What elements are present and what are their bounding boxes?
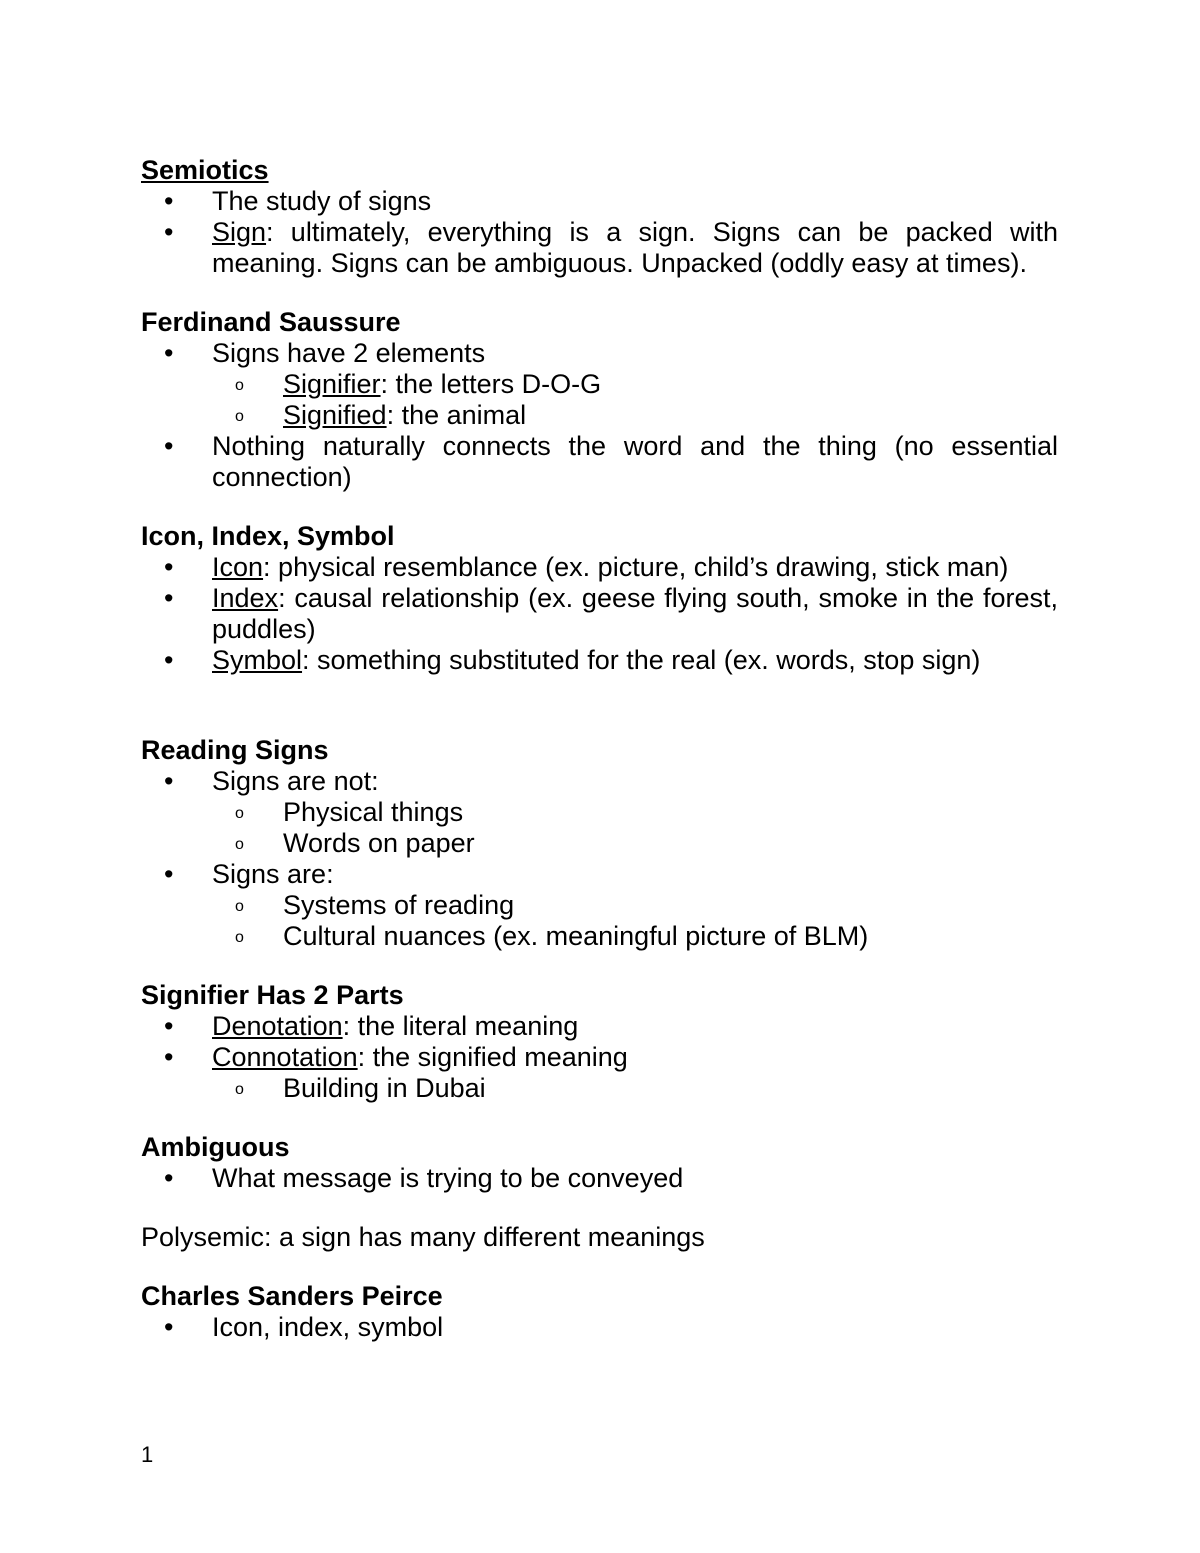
sub-bullet-marker: o [235,898,244,915]
item-text: What message is trying to be conveyed [212,1163,684,1193]
section-saussure [141,307,1058,493]
list-item [141,583,1058,645]
item-text: Building in Dubai [283,1073,486,1103]
list-item [141,766,1058,797]
signifier-parts-list [141,1011,1058,1073]
bullet-marker: • [164,338,174,368]
item-text: Words on paper [283,828,475,858]
sub-bullet-marker: o [235,377,244,394]
icon-index-symbol-list [141,552,1058,676]
sub-list-item [212,1073,1058,1104]
item-text: Physical things [283,797,464,827]
bullet-marker: • [164,552,174,582]
item-text: Signs are: [212,859,334,889]
sub-bullet-marker: o [235,929,244,946]
sub-list-item [212,890,1058,921]
spacer [141,1194,1058,1222]
bullet-marker: • [164,583,174,613]
heading-icon-index-symbol: Icon, Index, Symbol [141,521,395,551]
spacer [141,1253,1058,1281]
bullet-marker: • [164,217,174,247]
bullet-marker: • [164,1042,174,1072]
spacer [141,279,1058,307]
item-text: Nothing naturally connects the word and the thing (no essential connection) [212,431,1058,492]
saussure-list [141,338,1058,369]
heading-reading-signs: Reading Signs [141,735,329,765]
polysemic-definition: Polysemic: a sign has many different meanings [141,1222,705,1252]
item-text: : something substituted for the real (ex. words, stop sign) [302,645,981,675]
ambiguous-list [141,1163,1058,1194]
heading-semiotics: Semiotics [141,155,269,185]
item-text: : ultimately, everything is a sign. Signs can be packed with meaning. Signs can be ambiguous. Unpacked (oddly easy at times). [212,217,1058,278]
item-text: Signs have 2 elements [212,338,486,368]
sub-list-item [212,828,1058,859]
sub-bullet-marker: o [235,1081,244,1098]
term-denotation: Denotation [212,1011,343,1041]
term-icon: Icon [212,552,264,582]
item-text: : causal relationship (ex. geese flying south, smoke in the forest, puddles) [212,583,1058,644]
sub-bullet-marker: o [235,408,244,425]
item-text: : the signified meaning [357,1042,628,1072]
item-text: The study of signs [212,186,432,216]
list-item [141,645,1058,676]
spacer [141,1104,1058,1132]
sub-bullet-marker: o [235,805,244,822]
section-semiotics [141,155,1058,279]
section-ambiguous [141,1132,1058,1194]
list-item [141,1163,1058,1194]
list-item [141,186,1058,217]
section-reading-signs [141,735,1058,952]
section-peirce [141,1281,1058,1343]
term-index: Index [212,583,279,613]
term-sign: Sign [212,217,267,247]
heading-peirce: Charles Sanders Peirce [141,1281,443,1311]
list-item [141,552,1058,583]
spacer [141,676,1058,735]
bullet-marker: • [164,1312,174,1342]
sub-bullet-marker: o [235,836,244,853]
bullet-marker: • [164,1011,174,1041]
reading-signs-sublist-2 [141,890,1058,952]
list-item [141,217,1058,279]
list-item [141,1042,1058,1073]
reading-signs-list-continued [141,859,1058,890]
list-item [141,338,1058,369]
list-item [141,431,1058,493]
page-number: 1 [141,1442,154,1467]
document-content [141,155,1058,1343]
reading-signs-list [141,766,1058,797]
semiotics-list [141,186,1058,279]
item-text: Systems of reading [283,890,515,920]
sub-list-item [212,921,1058,952]
section-signifier-parts [141,980,1058,1104]
spacer [141,952,1058,980]
reading-signs-sublist-1 [141,797,1058,859]
list-item [141,1312,1058,1343]
bullet-marker: • [164,645,174,675]
signifier-parts-sublist [141,1073,1058,1104]
heading-signifier-parts: Signifier Has 2 Parts [141,980,404,1010]
item-text: : physical resemblance (ex. picture, child’s drawing, stick man) [263,552,1009,582]
item-text: : the letters D-O-G [380,369,602,399]
peirce-list [141,1312,1058,1343]
bullet-marker: • [164,431,174,461]
list-item [141,1011,1058,1042]
item-text: Signs are not: [212,766,379,796]
list-item [141,859,1058,890]
item-text: Icon, index, symbol [212,1312,444,1342]
heading-saussure: Ferdinand Saussure [141,307,401,337]
sub-list-item [212,400,1058,431]
item-text: : the animal [386,400,527,430]
sub-list-item [212,369,1058,400]
bullet-marker: • [164,1163,174,1193]
item-text: : the literal meaning [342,1011,579,1041]
bullet-marker: • [164,859,174,889]
bullet-marker: • [164,766,174,796]
saussure-list-continued [141,431,1058,493]
sub-list-item [212,797,1058,828]
saussure-sublist [141,369,1058,431]
heading-ambiguous: Ambiguous [141,1132,290,1162]
term-symbol: Symbol [212,645,303,675]
bullet-marker: • [164,186,174,216]
term-connotation: Connotation [212,1042,358,1072]
section-icon-index-symbol [141,521,1058,676]
term-signifier: Signifier [283,369,381,399]
term-signified: Signified [283,400,387,430]
spacer [141,493,1058,521]
item-text: Cultural nuances (ex. meaningful picture of BLM) [283,921,869,951]
